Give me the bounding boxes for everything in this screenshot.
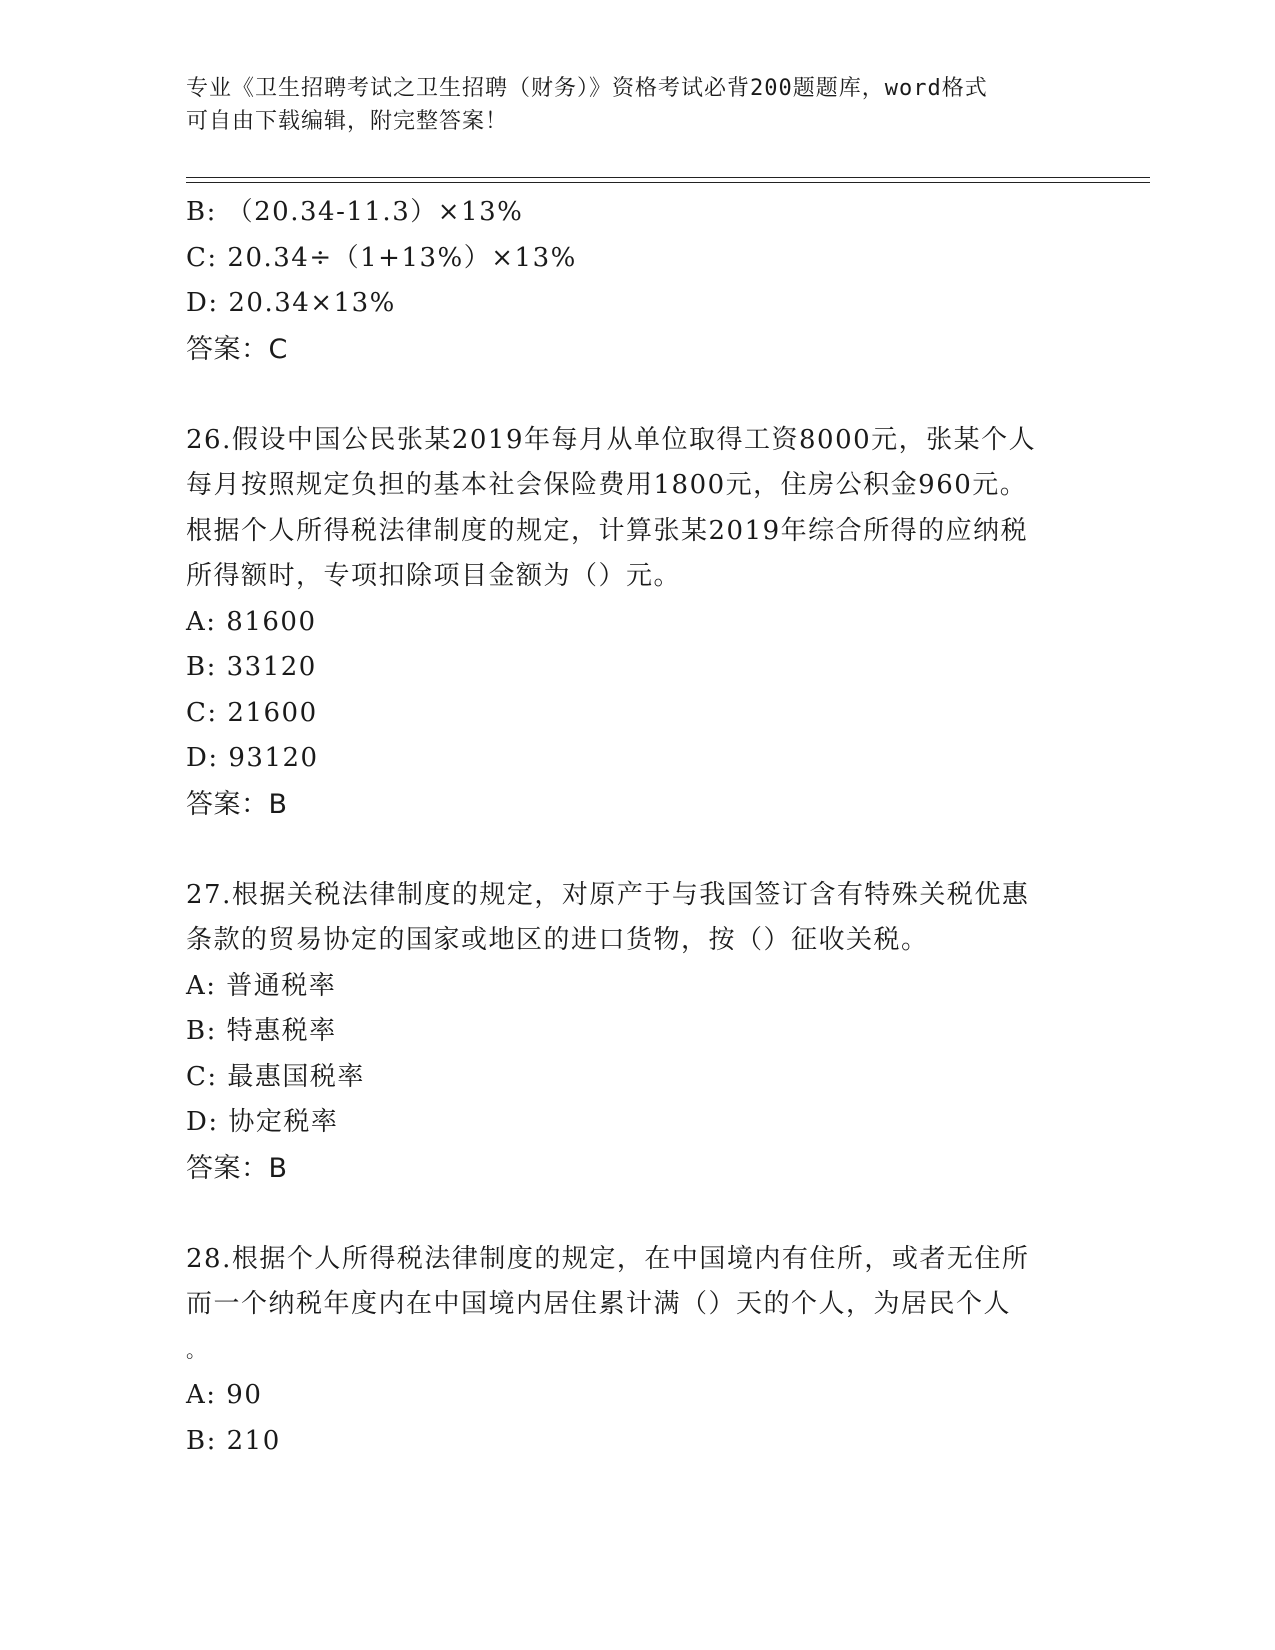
question-stem-line: 28.根据个人所得税法律制度的规定，在中国境内有住所，或者无住所 (186, 1243, 1030, 1274)
answer: 答案：B (186, 788, 288, 820)
question-26 (186, 418, 1086, 828)
header-divider (186, 177, 1150, 183)
question-stem-line: 所得额时，专项扣除项目金额为（）元。 (186, 561, 682, 591)
question-28 (186, 1237, 1086, 1465)
header-line-1: 专业《卫生招聘考试之卫生招聘（财务）》资格考试必背200题题库，word格式 (186, 76, 988, 101)
question-stem-line: 条款的贸易协定的国家或地区的进口货物，按（）征收关税。 (186, 925, 929, 955)
question-27 (186, 873, 1086, 1192)
question-stem-line: 每月按照规定负担的基本社会保险费用1800元，住房公积金960元。 (186, 470, 1028, 500)
question-stem-line: 27.根据关税法律制度的规定，对原产于与我国签订含有特殊关税优惠 (186, 879, 1030, 910)
question-stem-line: 而一个纳税年度内在中国境内居住累计满（）天的个人，为居民个人 (186, 1289, 1012, 1319)
spacer (186, 827, 1086, 873)
option-d: D: 协定税率 (186, 1107, 339, 1137)
document-header (186, 72, 1086, 138)
option-a: A: 90 (186, 1380, 263, 1410)
question-25-tail (186, 190, 1086, 372)
answer: 答案：C (186, 333, 288, 365)
option-a: A: 81600 (186, 606, 317, 637)
option-b: B: 33120 (186, 652, 317, 682)
header-line-2: 可自由下载编辑，附完整答案！ (186, 109, 509, 134)
spacer (186, 1191, 1086, 1237)
option-c: C: 最惠国税率 (186, 1061, 365, 1092)
question-content (186, 190, 1086, 1464)
option-b: B: 特惠税率 (186, 1016, 337, 1046)
question-stem-line: 根据个人所得税法律制度的规定，计算张某2019年综合所得的应纳税 (186, 515, 1029, 546)
option-c: C: 20.34÷（1+13%）×13% (186, 242, 577, 273)
option-d: D: 93120 (186, 743, 319, 773)
option-a: A: 普通税率 (186, 970, 337, 1001)
option-b: B: （20.34-11.3）×13% (186, 197, 524, 227)
question-stem-line: 。 (186, 1337, 208, 1362)
option-b: B: 210 (186, 1425, 281, 1456)
question-stem-line: 26.假设中国公民张某2019年每月从单位取得工资8000元，张某个人 (186, 424, 1037, 455)
answer: 答案：B (186, 1152, 288, 1184)
spacer (186, 372, 1086, 418)
option-d: D: 20.34×13% (186, 288, 396, 318)
option-c: C: 21600 (186, 697, 318, 728)
